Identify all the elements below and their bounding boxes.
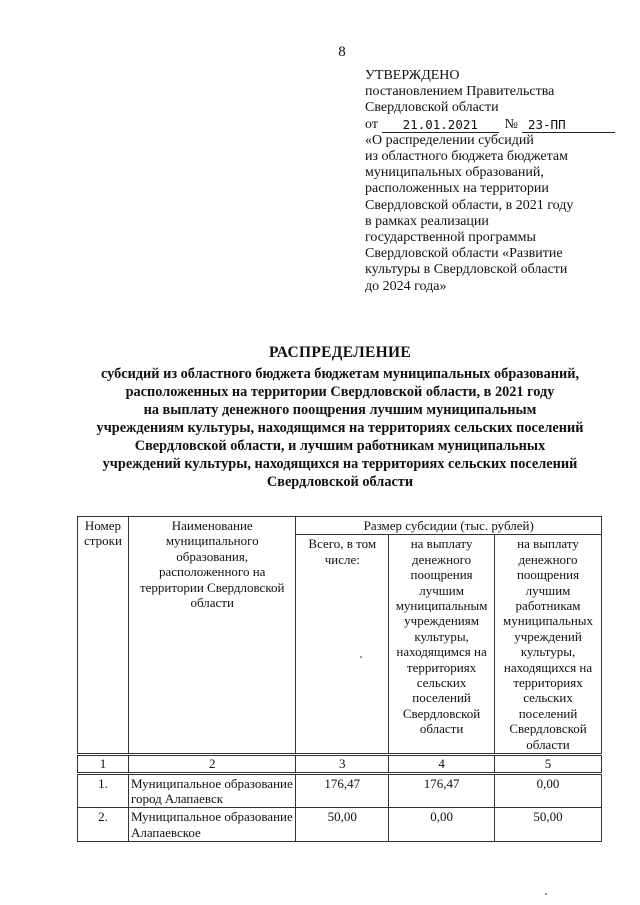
cell-total: 50,00 [296, 808, 389, 842]
header-institutions: на выплату денежного поощрения лучшим муниципальным учреждениям культуры, находящимся на территориях сельских поселений Свердловской области [389, 535, 495, 755]
decree-title-line: расположенных на территории [365, 181, 549, 197]
cell-row-number: 1. [78, 773, 129, 808]
document-heading [40, 344, 640, 491]
header-subsidy-group: Размер субсидии (тыс. рублей) [296, 517, 602, 535]
decree-title-line: из областного бюджета бюджетам [365, 149, 568, 165]
decree-title-line: в рамках реализации [365, 213, 489, 229]
header-municipality-name: Наименование муниципального образования, расположенного на территории Свердловской области [128, 517, 296, 755]
column-number: 2 [128, 755, 296, 773]
approval-block [365, 68, 615, 295]
table-row [78, 773, 602, 808]
cell-total: 176,47 [296, 773, 389, 808]
cell-municipality: Муниципальное образование город Алапаевск [128, 773, 296, 808]
cell-row-number: 2. [78, 808, 129, 842]
page-number: 8 [338, 44, 346, 60]
subtitle-line: учреждениям культуры, находящимся на территориях сельских поселений [96, 420, 584, 436]
header-total: Всего, в том числе: [296, 535, 389, 755]
cell-workers: 0,00 [495, 773, 602, 808]
decree-title-line: «О распределении субсидий [365, 132, 534, 148]
column-number: 1 [78, 755, 129, 773]
decree-title-line: муниципальных образований, [365, 165, 544, 181]
table-header-row [78, 517, 602, 535]
cell-municipality: Муниципальное образование Алапаевское [128, 808, 296, 842]
subtitle-line: Свердловской области [266, 474, 414, 490]
subtitle-line: Свердловской области, и лучшим работникам муниципальных [134, 438, 546, 454]
subtitle-line: учреждений культуры, находящихся на территориях сельских поселений [102, 456, 578, 472]
header-row-number: Номер строки [78, 517, 129, 755]
decree-title-line: Свердловской области, в 2021 году [365, 197, 574, 213]
subsidy-table [77, 516, 602, 842]
from-label: от [365, 116, 378, 132]
subtitle-line: субсидий из областного бюджета бюджетам муниципальных образований, [100, 366, 580, 382]
column-number: 5 [495, 755, 602, 773]
subtitle-line: расположенных на территории Свердловской области, в 2021 году [125, 384, 555, 400]
approval-date: 21.01.2021 [382, 118, 499, 133]
decree-title-line: Свердловской области «Развитие [365, 246, 563, 262]
header-workers: на выплату денежного поощрения лучшим работникам муниципальных учреждений культуры, находящихся на территориях сельских поселений Свердловской области [495, 535, 602, 755]
cell-institutions: 0,00 [389, 808, 495, 842]
scan-speck [360, 656, 362, 658]
approval-number: 23-ПП [522, 118, 615, 133]
table-row [78, 808, 602, 842]
decree-title-line: культуры в Свердловской области [365, 262, 568, 278]
approval-date-line [365, 117, 615, 133]
subtitle-line: на выплату денежного поощрения лучшим муниципальным [143, 402, 537, 418]
column-numbers-row [78, 755, 602, 773]
approval-line: постановлением Правительства [365, 84, 555, 100]
cell-institutions: 176,47 [389, 773, 495, 808]
column-number: 4 [389, 755, 495, 773]
approval-stamp: УТВЕРЖДЕНО [365, 68, 460, 83]
column-number: 3 [296, 755, 389, 773]
decree-title-line: государственной программы [365, 230, 536, 246]
number-label: № [504, 116, 518, 132]
approval-line: Свердловской области [365, 100, 499, 116]
heading-subtitle [40, 365, 640, 491]
cell-workers: 50,00 [495, 808, 602, 842]
decree-title-line: до 2024 года» [365, 278, 447, 294]
scan-speck [545, 893, 547, 895]
heading-title: РАСПРЕДЕЛЕНИЕ [269, 344, 411, 361]
